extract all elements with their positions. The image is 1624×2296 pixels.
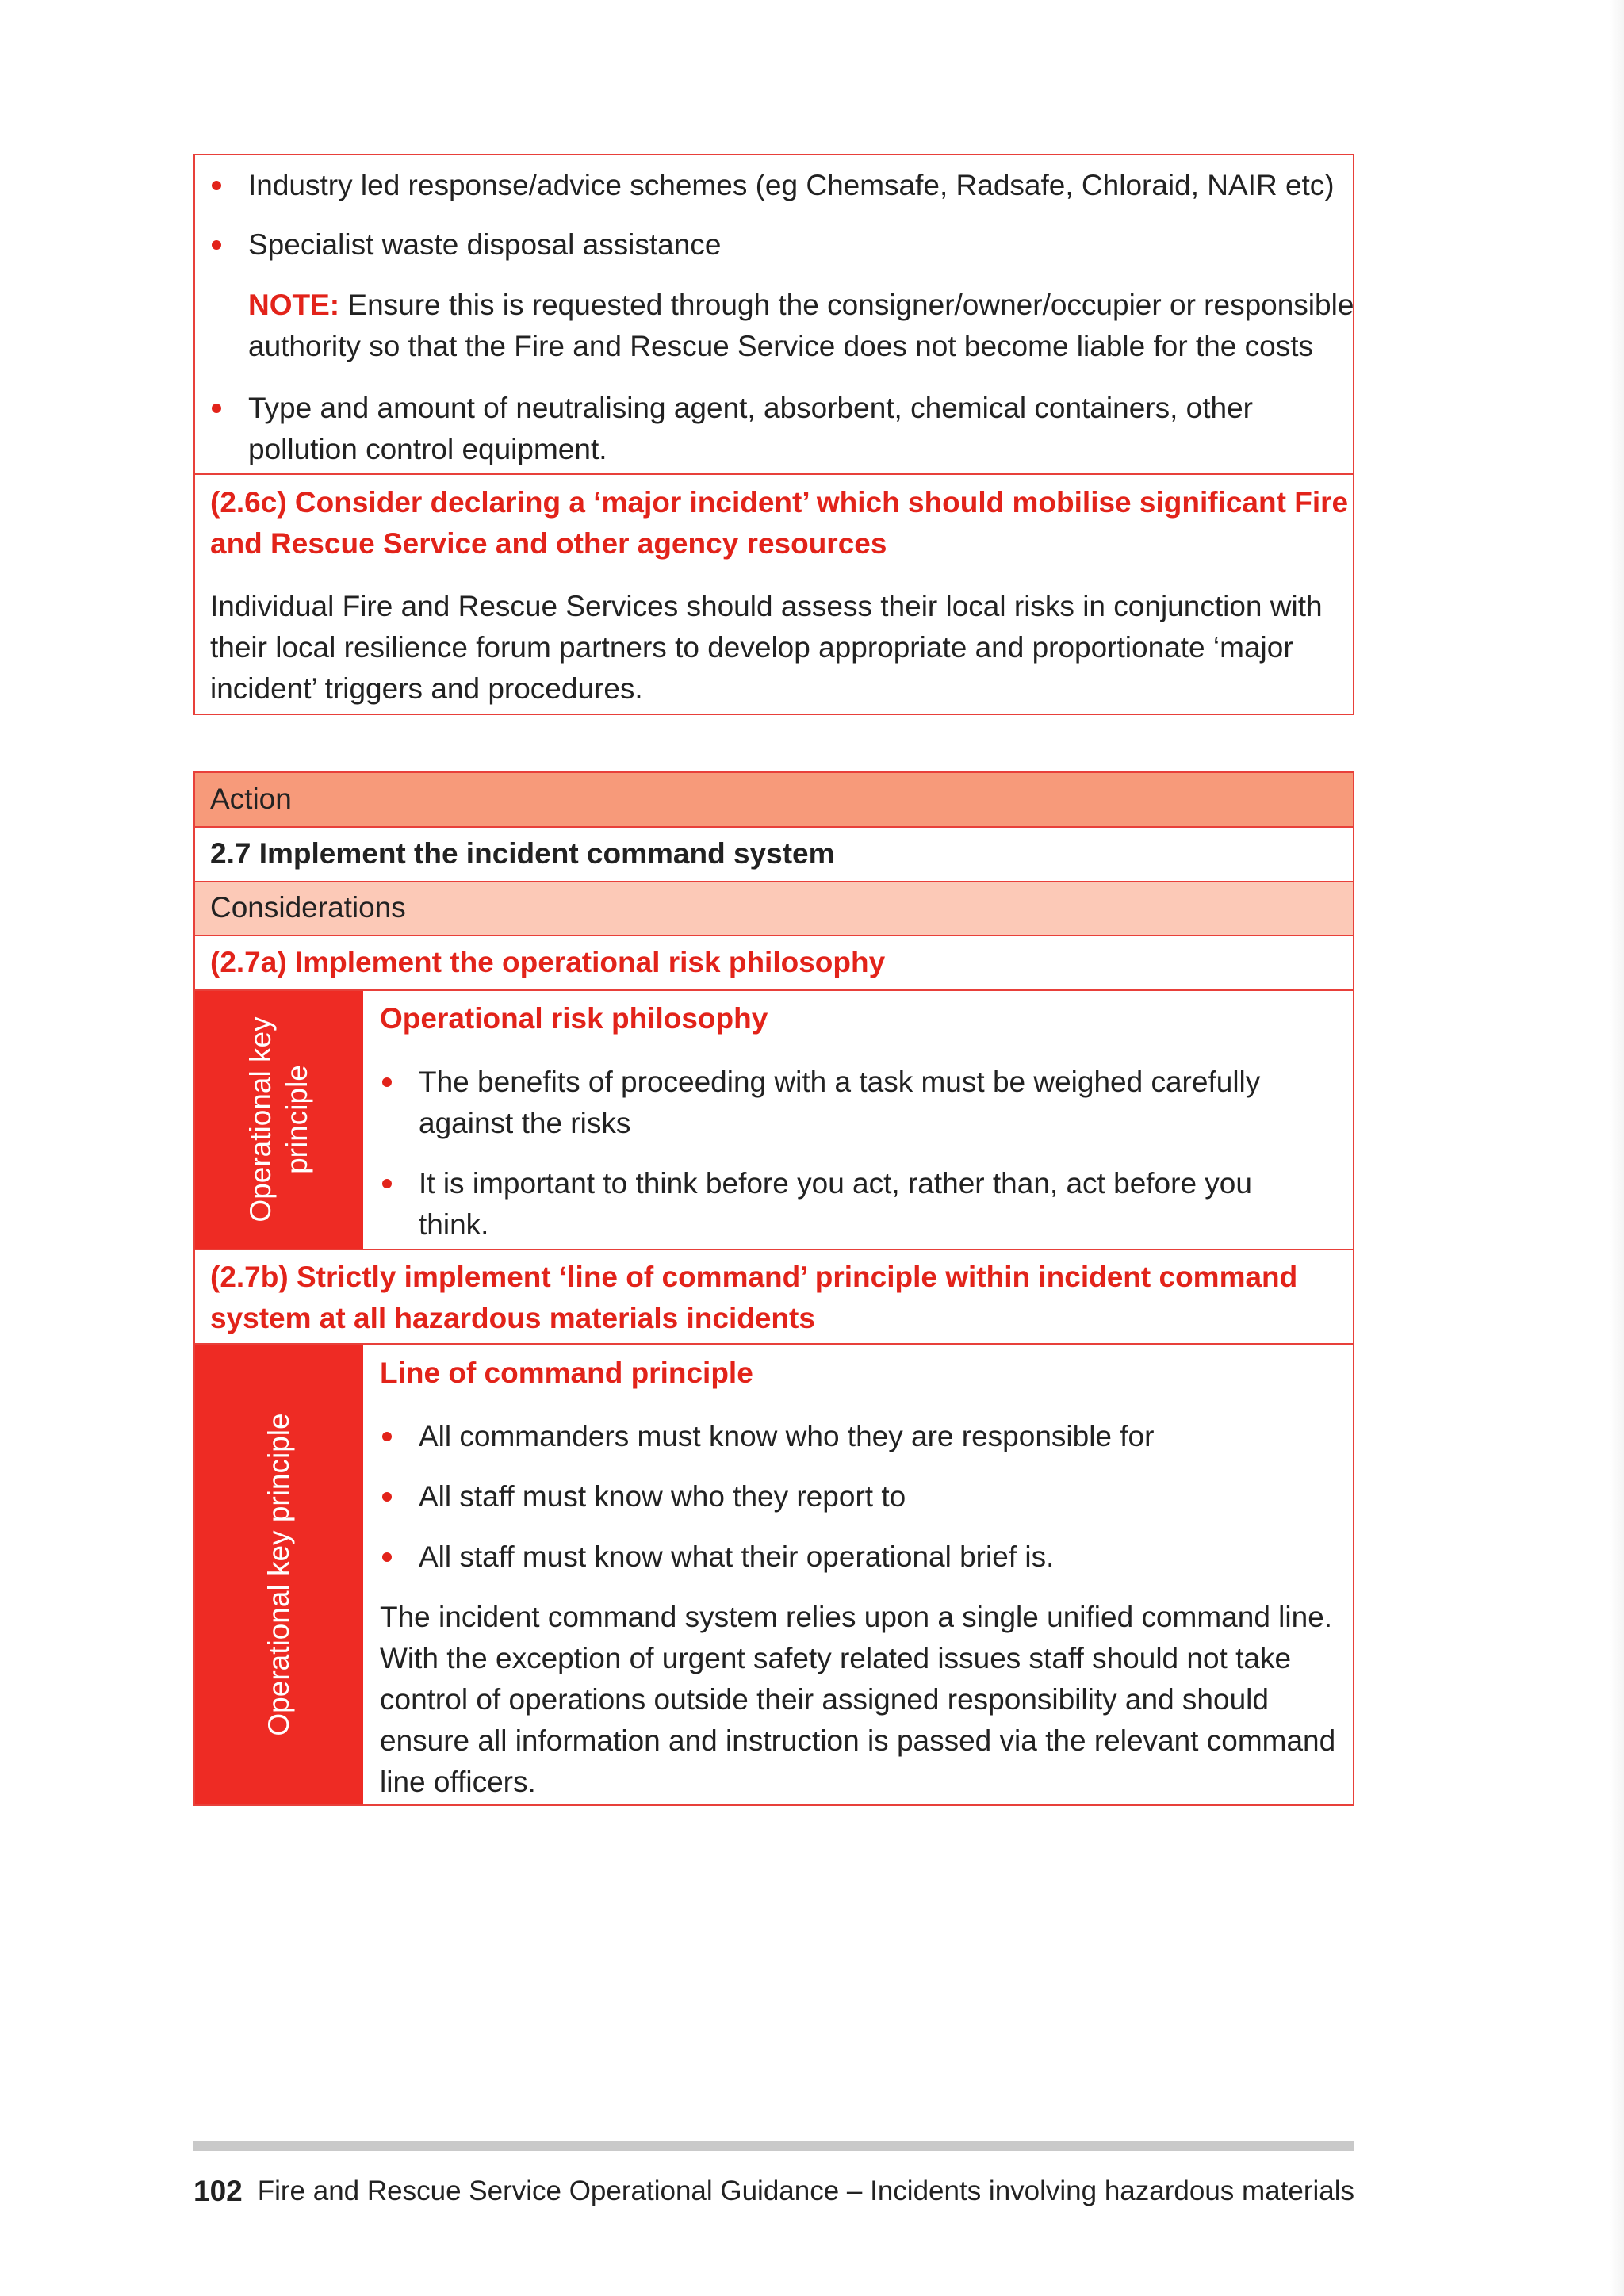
- note-label: NOTE:: [248, 289, 340, 321]
- divider: [195, 473, 1353, 475]
- footer-title: Fire and Rescue Service Operational Guidance – Incidents involving hazardous materials: [257, 2175, 1354, 2206]
- action-label: Action: [210, 783, 292, 815]
- consideration-heading: and Rescue Service and other agency resources: [210, 527, 887, 560]
- list-item: It is important to think before you act, rather than, act before you: [419, 1167, 1252, 1200]
- footer-rule: [193, 2141, 1354, 2151]
- operational-key-principle-sidebar: [195, 1345, 363, 1804]
- bullet-icon: [382, 1179, 392, 1188]
- continuation-box: [193, 154, 1354, 715]
- divider: [195, 1343, 1353, 1345]
- divider: [195, 826, 1353, 828]
- list-item-continued: against the risks: [419, 1107, 631, 1139]
- operational-key-principle-sidebar: [195, 991, 363, 1249]
- list-item: Specialist waste disposal assistance: [248, 228, 722, 261]
- list-item: The benefits of proceeding with a task must be weighed carefully: [419, 1066, 1261, 1098]
- bullet-icon: [382, 1552, 392, 1562]
- divider: [195, 989, 1353, 991]
- paragraph-line: The incident command system relies upon a single unified command line.: [380, 1601, 1333, 1633]
- consideration-heading: (2.7b) Strictly implement ‘line of command’ principle within incident command: [210, 1261, 1298, 1293]
- divider: [195, 1249, 1353, 1250]
- page-edge-shadow: [1610, 0, 1624, 2296]
- list-item-continued: pollution control equipment.: [248, 433, 607, 465]
- action-header: [195, 773, 1353, 826]
- sidebar-label: Operational key principle: [262, 1413, 295, 1736]
- paragraph-line: With the exception of urgent safety related issues staff should not take: [380, 1642, 1292, 1674]
- paragraph-line: control of operations outside their assigned responsibility and should: [380, 1683, 1269, 1716]
- action-table: [193, 771, 1354, 1806]
- consideration-heading: (2.6c) Consider declaring a ‘major incident’ which should mobilise significant Fire: [210, 486, 1349, 519]
- note-text: Ensure this is requested through the consigner/owner/occupier or responsible: [347, 289, 1354, 321]
- paragraph-line: Individual Fire and Rescue Services should assess their local risks in conjunction with: [210, 590, 1323, 622]
- note-line: [248, 285, 1354, 326]
- sidebar-label: Operational key principle: [244, 1016, 313, 1223]
- note-text: authority so that the Fire and Rescue Service does not become liable for the costs: [248, 330, 1314, 362]
- list-item: Industry led response/advice schemes (eg Chemsafe, Radsafe, Chloraid, NAIR etc): [248, 169, 1335, 201]
- considerations-header: [195, 882, 1353, 935]
- consideration-heading: system at all hazardous materials incidents: [210, 1302, 815, 1334]
- divider: [195, 935, 1353, 936]
- paragraph-line: incident’ triggers and procedures.: [210, 672, 643, 705]
- bullet-icon: [382, 1077, 392, 1087]
- paragraph-line: ensure all information and instruction is passed via the relevant command: [380, 1724, 1336, 1757]
- principle-title: Operational risk philosophy: [380, 1002, 768, 1035]
- considerations-label: Considerations: [210, 891, 406, 924]
- action-title: 2.7 Implement the incident command system: [210, 837, 835, 870]
- principle-title: Line of command principle: [380, 1357, 753, 1389]
- consideration-heading: (2.7a) Implement the operational risk philosophy: [210, 946, 886, 978]
- bullet-icon: [382, 1492, 392, 1502]
- bullet-icon: [382, 1432, 392, 1441]
- bullet-icon: [212, 404, 221, 413]
- bullet-icon: [212, 181, 221, 190]
- page-number: 102: [193, 2175, 243, 2207]
- list-item: All staff must know who they report to: [419, 1480, 906, 1513]
- list-item-continued: think.: [419, 1208, 489, 1241]
- list-item: All staff must know what their operational brief is.: [419, 1540, 1055, 1573]
- list-item: Type and amount of neutralising agent, absorbent, chemical containers, other: [248, 392, 1253, 424]
- paragraph-line: their local resilience forum partners to develop appropriate and proportionate ‘major: [210, 631, 1293, 664]
- paragraph-line: line officers.: [380, 1766, 536, 1798]
- list-item: All commanders must know who they are responsible for: [419, 1420, 1155, 1452]
- bullet-icon: [212, 240, 221, 250]
